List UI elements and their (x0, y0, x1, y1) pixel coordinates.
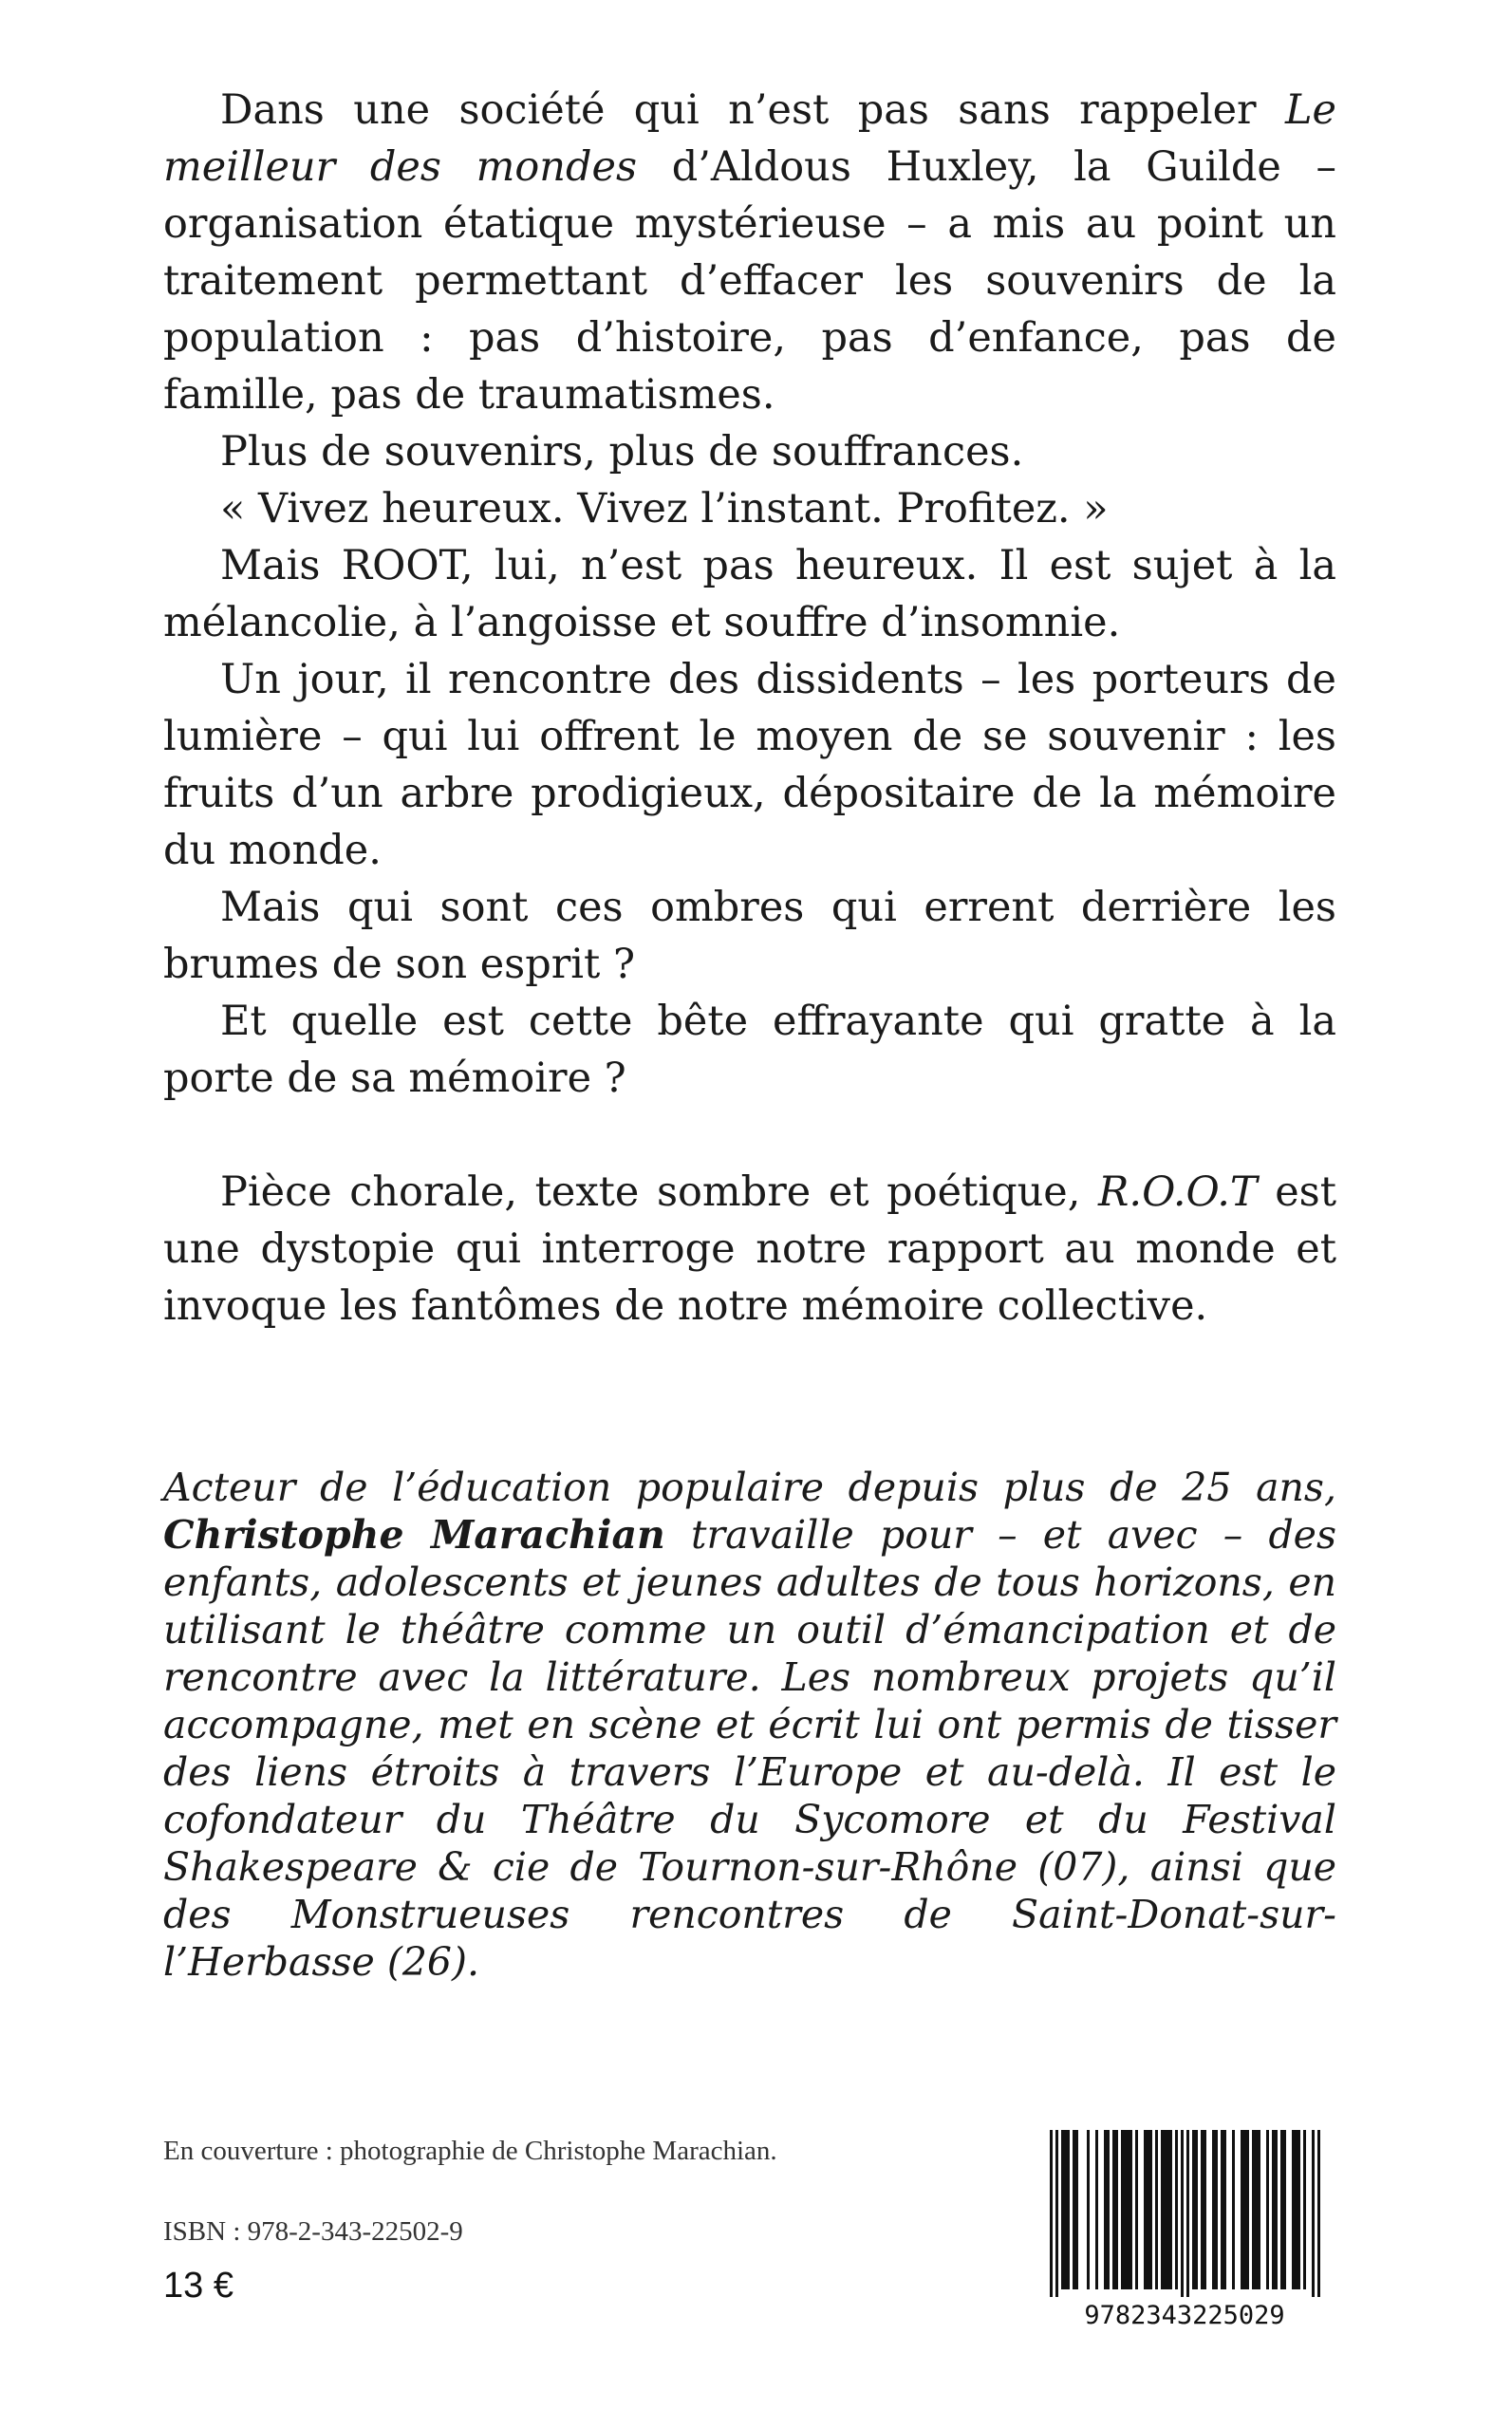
barcode-bar (1064, 2130, 1067, 2289)
barcode-bar (1192, 2130, 1195, 2289)
barcode-bar (1104, 2130, 1107, 2289)
blurb-paragraph: « Vivez heureux. Vivez l’instant. Profitez. » (220, 485, 1109, 532)
barcode-bar (1280, 2130, 1283, 2289)
blurb-paragraph: Plus de souvenirs, plus de souffrances. (220, 428, 1024, 476)
barcode-bar (1149, 2130, 1152, 2289)
barcode-bar (1272, 2130, 1275, 2289)
barcode-bar (1175, 2130, 1178, 2289)
barcode-bar (1246, 2130, 1249, 2289)
price: 13 € (163, 2266, 233, 2306)
barcode-bar (1295, 2130, 1297, 2289)
barcode-bar (1075, 2130, 1078, 2289)
barcode-bar (1067, 2130, 1070, 2289)
back-cover-blurb (163, 82, 1336, 1335)
barcode-bar (1252, 2130, 1255, 2289)
barcode-bar (1275, 2130, 1278, 2289)
barcode-bar (1135, 2130, 1138, 2289)
bio-text: Acteur de l’éducation populaire depuis plus de 25 ans, (163, 1465, 1336, 1510)
blurb-text: d’Aldous Huxley, la Guilde – organisation étatique mystérieuse – a mis au point un traitement permettant d’effacer les souvenirs de la population : pas d’histoire, pas d’enfance, pas de famille, pas de traumatismes. (163, 143, 1336, 419)
barcode-bar (1167, 2130, 1169, 2289)
bio-text: travaille pour – et avec – des enfants, adolescents et jeunes adultes de tous horizons, en utilisant le théâtre comme un outil d’émancipation et de rencontre avec la littérature. Les nombreux projets qu’il accompagne, met en scène et écrit lui ont permis de tisser des liens étroits à travers l’Europe et au-delà. Il est le cofondateur du Théâtre du Sycomore et du Festival Shakespeare & cie de Tournon-sur-Rhône (07), ainsi que des Monstrueuses rencontres de Saint-Donat-sur-l’Herbasse (26). (163, 1512, 1336, 1985)
blurb-paragraph: Mais ROOT, lui, n’est pas heureux. Il est sujet à la mélancolie, à l’angoisse et souffre d’insomnie. (163, 542, 1336, 646)
barcode-bar (1283, 2130, 1286, 2289)
barcode-bar (1232, 2130, 1235, 2289)
barcode-bar (1169, 2130, 1172, 2289)
barcode-bar (1144, 2130, 1147, 2289)
barcode-bar (1115, 2130, 1118, 2289)
barcode-bar (1312, 2130, 1315, 2297)
barcode-bars (1050, 2130, 1320, 2297)
barcode-bar (1055, 2130, 1058, 2297)
author-name: Christophe Marachian (163, 1512, 665, 1558)
barcode-bar (1073, 2130, 1075, 2289)
isbn: ISBN : 978-2-343-22502-9 (163, 2216, 463, 2247)
barcode-digits: 9782343225029 (1084, 2301, 1285, 2330)
blurb-text: Pièce chorale, texte sombre et poétique, (220, 1168, 1099, 1216)
barcode-graphic (1030, 2126, 1339, 2330)
barcode-bar (1303, 2130, 1306, 2289)
book-title: R.O.O.T (1098, 1168, 1258, 1216)
blurb-text: est une dystopie qui interroge notre rapport au monde et invoque les fantômes de notre mémoire collective. (163, 1168, 1336, 1330)
barcode-bar (1186, 2130, 1189, 2297)
barcode-bar (1107, 2130, 1110, 2289)
blurb-text: Dans une société qui n’est pas sans rappeler (220, 86, 1285, 134)
barcode-bar (1129, 2130, 1132, 2289)
barcode-bar (1127, 2130, 1129, 2289)
barcode-bar (1124, 2130, 1127, 2289)
barcode-bar (1255, 2130, 1258, 2289)
barcode-bar (1292, 2130, 1295, 2289)
blurb-paragraph: Un jour, il rencontre des dissidents – les porteurs de lumière – qui lui offrent le moyen de se souvenir : les fruits d’un arbre prodigieux, dépositaire de la mémoire du monde. (163, 656, 1336, 874)
barcode-bar (1215, 2130, 1218, 2289)
barcode-bar (1050, 2130, 1053, 2297)
blurb-paragraph: Mais qui sont ces ombres qui errent derrière les brumes de son esprit ? (163, 884, 1336, 988)
blurb-paragraph (163, 82, 1336, 423)
barcode-bar (1243, 2130, 1246, 2289)
cover-credit: En couverture : photographie de Christophe Marachian. (163, 2136, 777, 2166)
author-bio (163, 1464, 1336, 1986)
barcode-bar (1181, 2130, 1184, 2297)
barcode-bar (1061, 2130, 1064, 2289)
barcode-bar (1223, 2130, 1226, 2289)
barcode-bar (1095, 2130, 1098, 2289)
barcode-bar (1147, 2130, 1149, 2289)
barcode-bar (1258, 2130, 1260, 2289)
barcode (1030, 2126, 1339, 2330)
barcode-bar (1266, 2130, 1269, 2289)
barcode-bar (1155, 2130, 1158, 2289)
barcode-bar (1195, 2130, 1198, 2289)
barcode-bar (1164, 2130, 1167, 2289)
barcode-bar (1221, 2130, 1223, 2289)
barcode-bar (1201, 2130, 1204, 2289)
barcode-bar (1212, 2130, 1215, 2289)
blurb-paragraph: Et quelle est cette bête effrayante qui gratte à la porte de sa mémoire ? (163, 998, 1336, 1102)
barcode-bar (1121, 2130, 1124, 2289)
barcode-bar (1087, 2130, 1090, 2289)
barcode-bar (1317, 2130, 1320, 2297)
blurb-paragraph (163, 1164, 1336, 1335)
barcode-bar (1204, 2130, 1206, 2289)
barcode-bar (1161, 2130, 1164, 2289)
barcode-bar (1112, 2130, 1115, 2289)
barcode-bar (1297, 2130, 1300, 2289)
barcode-bar (1241, 2130, 1243, 2289)
book-reference-title: Le meilleur des mondes (163, 86, 1336, 191)
